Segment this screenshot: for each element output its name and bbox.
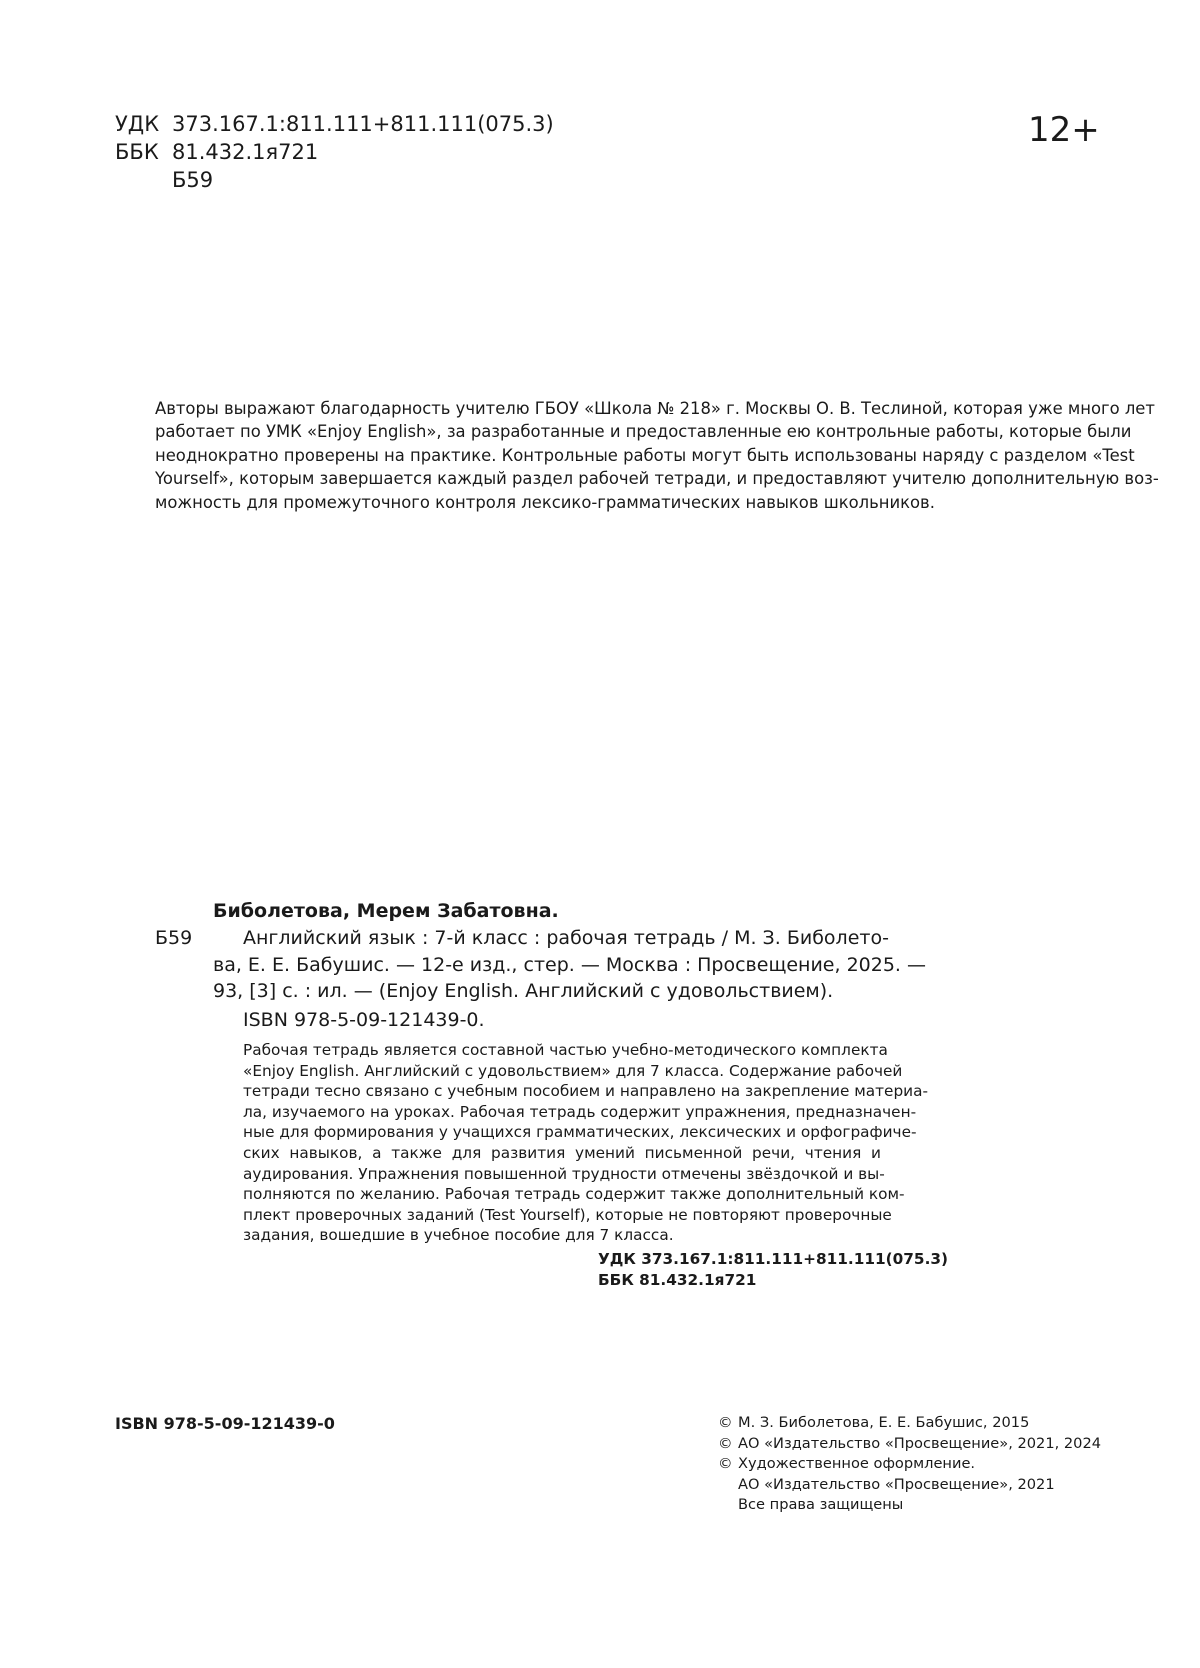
acknowledgement-line: работает по УМК «Enjoy English», за разработанные и предоставленные ею контрольные работы, которые были (155, 422, 1132, 442)
abstract-paragraph (243, 1040, 928, 1246)
acknowledgement-line: можность для промежуточного контроля лексико-грамматических навыков школьников. (155, 492, 935, 512)
copyright-row (718, 1454, 1101, 1475)
copyright-line: Художественное оформление. (738, 1455, 976, 1472)
abstract-line: аудирования. Упражнения повышенной трудности отмечены звёздочкой и вы- (243, 1164, 885, 1183)
copyright-row (718, 1413, 1101, 1434)
abstract-line: задания, вошедшие в учебное пособие для 7 класса. (243, 1226, 674, 1245)
catalog-description-line: ва, Е. Е. Бабушис. — 12-е изд., стер. — Москва : Просвещение, 2025. — (213, 953, 927, 976)
catalog-card-code: Б59 (155, 927, 193, 949)
udk-value: 373.167.1:811.111+811.111(075.3) (172, 112, 554, 136)
catalog-card-isbn: ISBN 978-5-09-121439-0. (243, 1009, 485, 1031)
classification-block (115, 110, 554, 194)
catalog-card-author: Биболетова, Мерем Забатовна. (213, 900, 559, 922)
copyright-symbol: © (718, 1414, 733, 1431)
abstract-line: ских навыков, а также для развития умений письменной речи, чтения и (243, 1143, 881, 1162)
abstract-line: ла, изучаемого на уроках. Рабочая тетрадь содержит упражнения, предназначен- (243, 1102, 917, 1121)
udk-label: УДК (115, 112, 160, 136)
age-rating: 12+ (1028, 110, 1100, 150)
copyright-row (718, 1434, 1101, 1455)
bbk-label: ББК (115, 140, 159, 164)
abstract-line: полняются по желанию. Рабочая тетрадь содержит также дополнительный ком- (243, 1185, 905, 1204)
isbn-footer: ISBN 978-5-09-121439-0 (115, 1414, 335, 1433)
copyright-symbol: © (718, 1455, 733, 1472)
copyright-block (718, 1413, 1101, 1516)
copyright-line: М. З. Биболетова, Е. Е. Бабушис, 2015 (738, 1414, 1030, 1431)
abstract-line: плект проверочных заданий (Test Yourself), которые не повторяют проверочные (243, 1205, 892, 1224)
abstract-line: ные для формирования у учащихся грамматических, лексических и орфографиче- (243, 1123, 917, 1142)
bbk-row (115, 138, 554, 166)
abstract-line: Рабочая тетрадь является составной частью учебно-методического комплекта (243, 1041, 888, 1059)
copyright-line: АО «Издательство «Просвещение», 2021, 2024 (738, 1434, 1102, 1452)
classification-codes-bottom (598, 1249, 948, 1291)
bbk-value: 81.432.1я721 (172, 140, 319, 164)
abstract-line: тетради тесно связано с учебным пособием и направлено на закрепление материа- (243, 1082, 928, 1101)
udk-code-bottom: УДК 373.167.1:811.111+811.111(075.3) (598, 1250, 949, 1268)
acknowledgement-line: Авторы выражают благодарность учителю ГБОУ «Школа № 218» г. Москвы О. В. Теслиной, которая уже много лет (155, 399, 1155, 418)
catalog-description-line: Английский язык : 7-й класс : рабочая тетрадь / М. З. Биболето- (243, 927, 889, 949)
author-sign-row (115, 166, 554, 194)
catalog-card-description (213, 925, 927, 1005)
copyright-line: Все права защищены (738, 1496, 904, 1513)
copyright-line: АО «Издательство «Просвещение», 2021 (738, 1475, 1055, 1493)
author-sign: Б59 (172, 168, 214, 192)
udk-row (115, 110, 554, 138)
bbk-code-bottom: ББК 81.432.1я721 (598, 1271, 757, 1289)
acknowledgement-line: неоднократно проверены на практике. Контрольные работы могут быть использованы наряду с разделом «Test (155, 445, 1135, 465)
catalog-description-line: 93, [3] с. : ил. — (Enjoy English. Английский с удовольствием). (213, 980, 834, 1002)
abstract-line: «Enjoy English. Английский с удовольствием» для 7 класса. Содержание рабочей (243, 1061, 903, 1080)
copyright-symbol: © (718, 1434, 733, 1452)
acknowledgement-paragraph (155, 397, 1159, 514)
acknowledgement-line: Yourself», которым завершается каждый раздел рабочей тетради, и предоставляют учителю дополнительную воз- (155, 469, 1159, 489)
